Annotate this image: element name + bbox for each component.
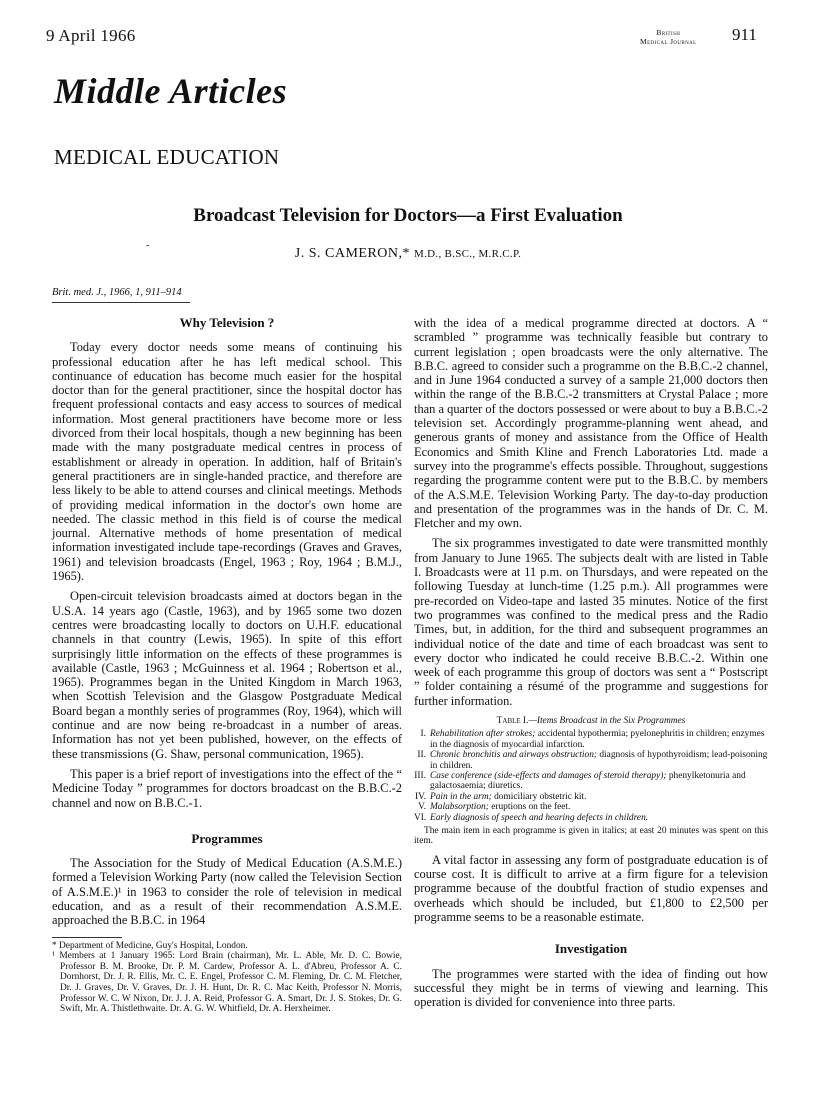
table-row-other-items: diagnosis of hypothyroidism; lead-poisoning in children. <box>430 750 768 771</box>
table-row-text <box>430 802 768 812</box>
paragraph: with the idea of a medical programme directed at doctors. A “ scrambled ” programme was technically feasible but contrary to current legislation ; open broadcasts were the only alternative. The B.B.C. agreed to consider such a programme on the B.B.C.-2 channel, and in June 1964 conducted a survey of a sample 21,000 doctors then within the range of the B.B.C.-2 transmitters at Crystal Palace ; more than a quarter of the doctors possessed or were about to buy a B.B.C.-2 television set. Accordingly programme-planning went ahead, and generous grants of money and assistance from the Office of Health Economics and Smith Kline and French Laboratories Ltd. made a survey into the programme's effects possible. Throughout, suggestions regarding the programme content were put to the B.B.C. by members of the A.S.M.E. Television Working Party. The day-to-day production and presentation of the programmes was in the hands of Dr. C. M. Fletcher and my own. <box>414 316 768 531</box>
paragraph: A vital factor in assessing any form of postgraduate education is of course cost. It is difficult to arrive at a firm figure for a television programme because of the doubtful fraction of studio expenses and overheads which should be included, but £1,800 to £2,500 per programme seems to be a reasonable estimate. <box>414 852 768 925</box>
journal-name <box>640 28 697 46</box>
table-row <box>414 771 768 792</box>
right-column <box>414 316 768 1010</box>
table-row-other-items: phenylketonuria and galactosaemia; diuretics. <box>430 771 746 792</box>
table-label: Table I. <box>496 716 529 727</box>
paragraph: This paper is a brief report of investigations into the effect of the “ Medicine Today ” programmes for doctors broadcast on the B.B.C.-2 channel and now on B.B.C.-1. <box>52 766 402 810</box>
author-line <box>0 246 816 262</box>
paragraph: Today every doctor needs some means of continuing his professional education after he has left medical school. This continuance of education has become much easier for the hospital doctor than for the general practitioner, since the hospital doctor has frequent professional contacts and easy access to sources of medical information. Most general practitioners have become more or less divorced from their local hospitals, though a new beginning has been made with the many postgraduate medical centres in process of establishment or already in operation. In addition, half of Britain's general practitioners are in single-handed practice, and therefore are less likely to be able to attend courses and clinical meetings. Methods of providing medical information in the doctor's own home are needed. The classic method in this field is of course the medical journal. Alternative methods of home presentation of medical information investigated include tape-recordings (Graves and Graves, 1961) and television broadcasts (Engel, 1963 ; Roy, 1964 ; B.M.J., 1965). <box>52 340 402 584</box>
footnote-affiliation: * Department of Medicine, Guy's Hospital, London. <box>52 940 248 951</box>
table-note: The main item in each programme is given in italics; at east 20 minutes was spent on this item. <box>414 826 768 847</box>
author-degrees: M.D., B.SC., M.R.C.P. <box>414 248 522 260</box>
heading-investigation: Investigation <box>554 941 628 957</box>
table-row-number: III. <box>414 771 426 782</box>
table-row-main-item: Case conference (side-effects and damages of steroid therapy); <box>430 771 667 782</box>
paragraph: Open-circuit television broadcasts aimed at doctors began in the U.S.A. 14 years ago (Castle, 1963), and by 1965 some two dozen centres were broadcasting locally to doctors on U.H.F. educational channels in that country (Lewis, 1965). In spite of this effort surprisingly little information on the effects of these programmes is available (Castle, 1963 ; McGuinness et al. 1964 ; Robertson et al., 1965). Programmes began in the United Kingdom in March 1963, when Scottish Television and the Glasgow Postgraduate Medical Board began a monthly series of programmes (Roy, 1964), which will continue and are now being re-broadcast in a number of areas. Information has not yet been published, however, on the effects of these transmissions (G. Shaw, personal communication, 1965). <box>52 589 402 761</box>
table-caption <box>414 716 768 726</box>
table-row-main-item: Pain in the arm; <box>430 791 492 802</box>
paragraph: The Association for the Study of Medical Education (A.S.M.E.) formed a Television Working Party (now called the Television Section of A.S.M.E.)¹ in 1963 to consider the role of television in medical education, and as a result of their recommendation A.S.M.E. approached the B.B.C. in 1964 <box>52 856 402 928</box>
footnote-members: ¹ Members at 1 January 1965: Lord Brain (chairman), Mr. L. Able, Mr. D. C. Bowie, Professor B. M. Brooke, Dr. P. M. Cardew, Professor A. L. d'Abreu, Professor A. C. Dornhorst, Dr. J. R. Ellis, Mr. C. E. Engel, Professor C. M. Fleming, Dr. C. M. Fletcher, Dr. J. Graves, Dr. V. Graves, Dr. J. H. Hunt, Dr. R. C. Mac Keith, Professor N. Morris, Professor W. C. W Nixon, Dr. J. J. A. Reid, Professor G. A. Smart, Dr. J. S. Stokes, Dr. G. Swift, Mr. A. Thistlethwaite. Dr. A. G. W. Whitfield, Dr. A. Herxheimer. <box>52 951 402 1015</box>
table-row <box>414 750 768 771</box>
table-row <box>414 802 768 812</box>
footnotes <box>52 941 402 1015</box>
table-row <box>414 729 768 750</box>
left-column <box>52 316 402 1015</box>
journal-name-line2: Medical Journal <box>640 37 697 46</box>
heading-why-television: Why Television ? <box>179 315 275 330</box>
article-title: Broadcast Television for Doctors—a First Evaluation <box>193 205 623 226</box>
table-row-other-items: domiciliary obstetric kit. <box>491 791 587 802</box>
table-row-number: I. <box>420 729 426 740</box>
decorative-dash: - <box>146 240 150 251</box>
table-row-number: IV. <box>414 791 426 802</box>
section-title: Middle Articles <box>54 71 288 111</box>
table-row-main-item: Rehabilitation after strokes; <box>430 729 536 740</box>
section-subtitle: MEDICAL EDUCATION <box>54 145 280 169</box>
table-row-main-item: Early diagnosis of speech and hearing defects in children. <box>430 812 649 823</box>
paragraph: The six programmes investigated to date were transmitted monthly from January to June 1965. The subjects dealt with are listed in Table I. Broadcasts were at 11 p.m. on Thursdays, and were repeated on the following Tuesday at lunch-time (1.25 p.m.). All programmes were pre-recorded on Video-tape and lasted 35 minutes. Notice of the first two programmes was confined to the medical press and the Radio Times, but, in addition, for the third and subsequent programmes an individual notice of the date and time of each broadcast was sent to every doctor who indicated he could receive B.B.C.-2. Within one week of each programme this group of doctors was sent a “ Postscript ” folder containing a résumé of the programme and suggestions for further information. <box>414 536 768 708</box>
table-row-text <box>430 813 768 823</box>
table-row-number: VI. <box>414 812 427 823</box>
journal-name-line1: British <box>656 28 681 37</box>
table-row-number: V. <box>418 802 426 813</box>
table-row <box>414 792 768 802</box>
heading-programmes: Programmes <box>191 830 263 846</box>
table-row-other-items: accidental hypothermia; pyelonephritis in children; enzymes in the diagnosis of myocardial infarction. <box>430 729 765 750</box>
citation-rule <box>52 302 190 303</box>
table-row <box>414 813 768 823</box>
table-row-number: II. <box>417 750 426 761</box>
table-row-text <box>430 792 768 802</box>
citation: Brit. med. J., 1966, 1, 911–914 <box>52 287 182 298</box>
author-name: J. S. CAMERON,* <box>294 246 411 261</box>
table-1 <box>414 716 768 847</box>
table-rows <box>414 729 768 823</box>
table-row-other-items: eruptions on the feet. <box>488 802 571 813</box>
page-number: 911 <box>732 25 757 44</box>
footnote-rule <box>52 937 122 938</box>
table-row-main-item: Chronic bronchitis and airways obstruction; <box>430 750 598 761</box>
issue-date: 9 April 1966 <box>46 26 136 45</box>
table-row-text <box>430 729 768 750</box>
table-row-text <box>430 771 768 792</box>
table-title: —Items Broadcast in the Six Programmes <box>528 716 686 727</box>
paragraph: The programmes were started with the idea of finding out how successful they might be in terms of viewing and learning. This operation is divided for convenience into three parts. <box>414 966 768 1010</box>
table-row-main-item: Malabsorption; <box>430 802 489 813</box>
table-row-text <box>430 750 768 771</box>
